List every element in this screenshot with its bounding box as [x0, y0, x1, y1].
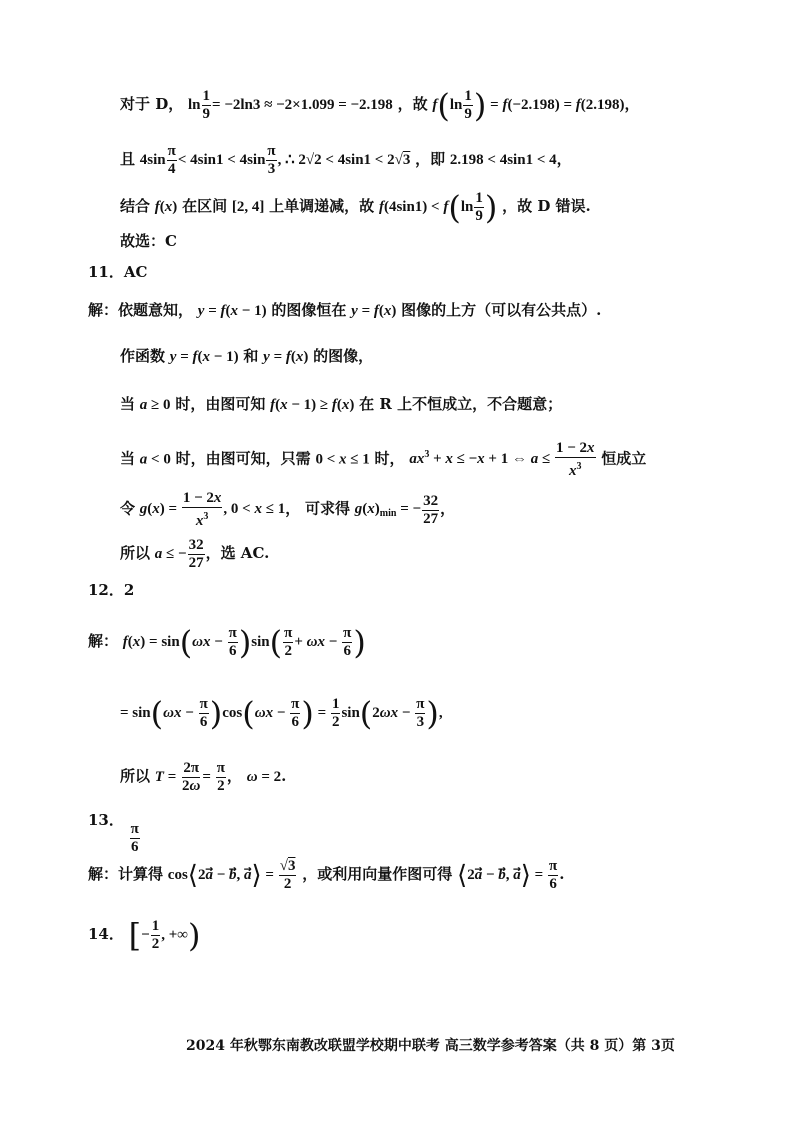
text: ，	[556, 149, 572, 168]
math: f(x − 1) ≥ f(x)	[270, 397, 355, 413]
math: $g(x)_{min}$ = − $\frac{32}{27}$	[354, 492, 439, 527]
math: f(4sin1) < f(ln $\frac{1}{9}$ )	[378, 188, 498, 227]
math: y = f(x)	[351, 303, 397, 319]
text: 可求得	[305, 499, 351, 518]
text: .	[559, 864, 565, 883]
text: 作函数	[120, 347, 166, 365]
math: a ≥ 0	[139, 397, 171, 413]
math: a < 0	[139, 451, 171, 468]
text: 在区间	[182, 196, 228, 215]
text: ，	[624, 94, 640, 113]
q13-label	[88, 810, 141, 856]
text: 令	[120, 499, 136, 518]
text: 在 R 上不恒成立，不合题意；	[359, 395, 563, 413]
text: 对于 D，	[120, 94, 184, 113]
math: y = f(x − 1)	[169, 349, 239, 365]
text: 14．	[88, 924, 124, 943]
text: 的图像恒在	[271, 301, 347, 319]
text: 的图像，	[313, 347, 374, 365]
math: cos⟨2a⃗ − b⃗, a⟩ = $\frac{√3}{2}$	[167, 858, 296, 892]
text: 且	[120, 149, 136, 168]
text: ，即	[415, 149, 446, 168]
text: 当	[120, 449, 136, 468]
math: $ax^3 + x \le -x + 1$ ⇔ a ≤ $\frac{1 - 2x}{x^3}$	[409, 440, 595, 479]
text: 时，由图可知，只需	[175, 449, 311, 468]
text: 上单调递减，故	[269, 196, 375, 215]
text: ，	[226, 766, 242, 785]
text: 时，	[374, 449, 405, 468]
math: (x)	[159, 198, 178, 215]
q11-line2	[120, 346, 373, 367]
q11-line4	[120, 440, 646, 480]
text: 解：依题意知，	[88, 301, 194, 319]
math: [2, 4]	[231, 198, 265, 215]
math: 0 < x ≤ 1	[315, 451, 370, 468]
text: 和	[243, 347, 259, 365]
q12-line2	[120, 696, 443, 731]
q12-line3	[120, 760, 286, 795]
text: 所以	[120, 543, 151, 562]
text: 解：	[88, 631, 119, 650]
line-d-conclusion	[120, 190, 591, 225]
q13-line1	[88, 858, 564, 893]
text: 恒成立	[601, 449, 647, 468]
math: f(ln $\frac{1}{9}$ ) = f(−2.198) = f(2.198)	[432, 86, 625, 125]
math: f	[154, 198, 160, 215]
math: f(x) = sin(ωx − $\frac{\pi}{6}$ )sin( $\frac{\pi}{2}$ + ωx − $\frac{\pi}{6}$ )	[122, 623, 366, 662]
q14-answer: [− $\frac{1}{2}$ , +∞)	[128, 916, 201, 955]
text: ，选 AC.	[205, 543, 270, 562]
q12-label: 12．2	[88, 581, 135, 599]
line-d-ln	[120, 88, 640, 123]
math: a ≤ − $\frac{32}{27}$	[154, 537, 204, 571]
text: 时，由图可知	[175, 395, 266, 413]
text: .	[281, 766, 287, 785]
q11-label: 11．AC	[88, 263, 148, 281]
line-d-sin	[120, 143, 572, 178]
text: ，	[440, 499, 456, 518]
text: 所以	[120, 766, 151, 785]
q14-label	[88, 918, 200, 953]
q12-line1	[88, 625, 366, 660]
text: ，故	[397, 94, 428, 113]
choice-line: 故选：C	[120, 232, 177, 250]
text: 图像的上方（可以有公共点）.	[401, 301, 602, 319]
text: 13．	[88, 811, 124, 829]
math: = sin(ωx − $\frac{\pi}{6}$ )cos(ωx − $\frac{\pi}{6}$ ) = $\frac{1}{2}$ sin(2ωx − $\frac{\pi}{3}$ ),	[120, 694, 443, 733]
text: 解：计算得	[88, 864, 164, 883]
math: y = f(x)	[263, 349, 309, 365]
math: T = $\frac{2\pi}{2\omega}$ = $\frac{\pi}{2}$	[154, 760, 225, 794]
text: 结合	[120, 196, 151, 215]
text: ，或利用向量作图可得	[302, 864, 453, 883]
math: 2.198 < 4sin1 < 4	[449, 151, 557, 168]
math: g(x) = $\frac{1 - 2x}{x^3}$ , 0 < x ≤ 1	[139, 490, 286, 529]
text: ，	[285, 499, 301, 518]
text: ，故 D 错误.	[502, 196, 591, 215]
q11-line3	[120, 394, 562, 415]
q11-line5	[120, 490, 455, 530]
page-footer: 2024 年秋鄂东南教改联盟学校期中联考 高三数学参考答案（共 8 页）第 3页	[186, 1038, 675, 1054]
math: y = f(x − 1)	[197, 303, 267, 319]
text: 当	[120, 395, 136, 413]
math: ⟨2a⃗ − b⃗, a⟩ = $\frac{\pi}{6}$	[457, 858, 558, 892]
q11-line1	[88, 300, 601, 321]
math: ln $\frac{1}{9}$ = −2ln3 ≈ −2×1.099 = −2.198	[188, 88, 393, 122]
q11-line6	[120, 537, 269, 572]
math: 4sin $\frac{\pi}{4}$ < 4sin1 < 4sin $\frac{\pi}{3}$ , ∴ 2√2 < 4sin1 < 2√3	[139, 143, 411, 177]
math: ω = 2	[246, 768, 282, 785]
q13-answer: $\frac{\pi}{6}$	[130, 821, 139, 855]
